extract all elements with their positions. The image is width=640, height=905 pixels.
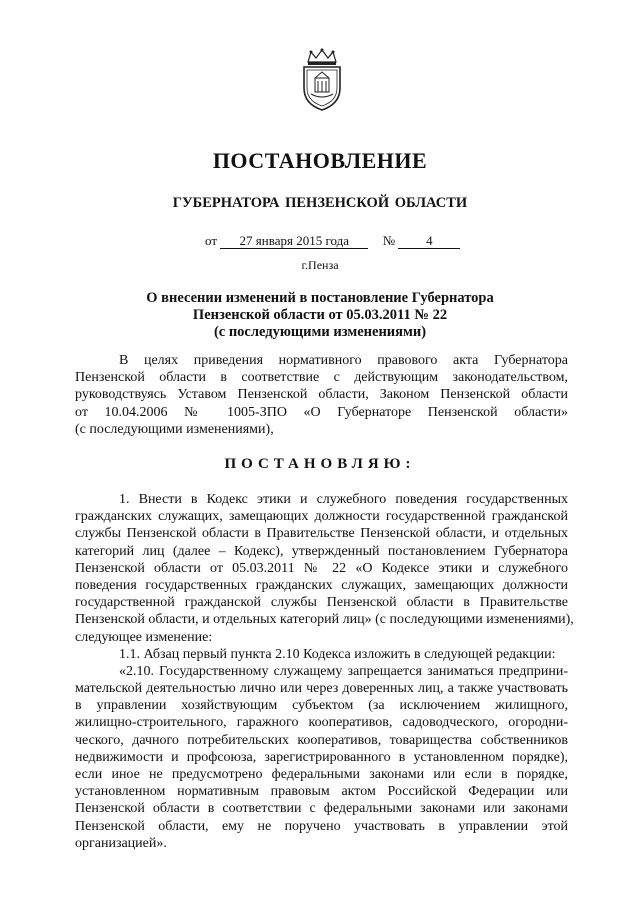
heading-line: О внесении изменений в постановление Губернатора bbox=[146, 290, 494, 306]
text-line: организацией». bbox=[75, 835, 167, 851]
date-prefix: от bbox=[205, 233, 218, 248]
text-line: ческого, дачного потребительских кооперативов, товарищества собственников bbox=[75, 732, 568, 748]
text-line: руководствуясь Уставом Пензенской области, Законом Пензенской области bbox=[75, 387, 568, 403]
text-line: мательской деятельностью лично или через доверенных лиц, а также участвовать bbox=[75, 681, 568, 697]
issuer-title: ГУБЕРНАТОРА ПЕНЗЕНСКОЙ ОБЛАСТИ bbox=[172, 195, 468, 211]
text-line: Пензенской области от 05.03.2011 № 22 «О Кодексе этики и служебного bbox=[75, 560, 568, 576]
preamble-paragraph bbox=[75, 352, 568, 438]
text-line: Пензенской области в соответствии с федеральными законами или законами bbox=[75, 801, 568, 817]
number-prefix: № bbox=[382, 233, 396, 248]
text-line: Пензенской области в соответствие с действующим законодательством, bbox=[75, 370, 568, 386]
item-1-1-line: 1.1. Абзац первый пункта 2.10 Кодекса изложить в следующей редакции: bbox=[119, 646, 556, 662]
text-line: в управлении хозяйствующим субъектом (за исключением жилищного, bbox=[75, 698, 568, 714]
text-line: Пензенской области, ему не поручено участвовать в управлении этой bbox=[75, 818, 568, 834]
text-line: государственной гражданской службы Пензенской области в Правительстве bbox=[75, 595, 568, 611]
text-line: поведения государственных гражданских служащих, замещающих должности bbox=[75, 577, 568, 593]
item-1-paragraph bbox=[75, 491, 574, 852]
decree-word: ПОСТАНОВЛЯЮ: bbox=[224, 456, 416, 472]
coat-of-arms-icon bbox=[298, 48, 346, 112]
date-number-line bbox=[205, 233, 460, 249]
heading-line: Пензенской области от 05.03.2011 № 22 bbox=[192, 307, 448, 323]
text-line: службы Пензенской области в Правительстве Пензенской области, и отдельных bbox=[75, 526, 568, 542]
document-heading bbox=[100, 290, 540, 341]
city: г.Пенза bbox=[301, 258, 339, 272]
text-line: жилищно-строительного, гаражного кооперативов, садоводческого, огородни- bbox=[75, 715, 568, 731]
text-line: (с последующими изменениями), bbox=[75, 421, 274, 437]
text-line: категорий лиц (далее – Кодекс), утвержденный постановлением Губернатора bbox=[75, 543, 568, 559]
text-line: следующее изменение: bbox=[75, 629, 213, 645]
text-line: недвижимости и профсоюза, зарегистрированного в установленном порядке), bbox=[75, 749, 568, 765]
text-line: от 10.04.2006 № 1005-ЗПО «О Губернаторе Пензенской области» bbox=[75, 404, 568, 420]
document-date: 27 января 2015 года bbox=[220, 234, 368, 249]
text-line: если иное не предусмотрено федеральными законами или если в порядке, bbox=[75, 767, 568, 782]
text-line: В целях приведения нормативного правового акта Губернатора bbox=[119, 353, 568, 368]
text-line: гражданских служащих, замещающих должности государственной гражданской bbox=[75, 509, 568, 525]
text-line: установленном нормативным правовым актом Российской Федерации или bbox=[75, 784, 568, 800]
text-line: 1. Внести в Кодекс этики и служебного поведения государственных bbox=[119, 492, 568, 507]
text-line: Пензенской области, и отдельных категорий лиц» (с последующими изменениями), bbox=[75, 612, 574, 628]
document-number: 4 bbox=[398, 234, 460, 249]
document-title: ПОСТАНОВЛЕНИЕ bbox=[212, 148, 428, 173]
heading-line: (с последующими изменениями) bbox=[213, 324, 427, 340]
text-line: «2.10. Государственному служащему запрещается заниматься предприни- bbox=[119, 663, 568, 679]
